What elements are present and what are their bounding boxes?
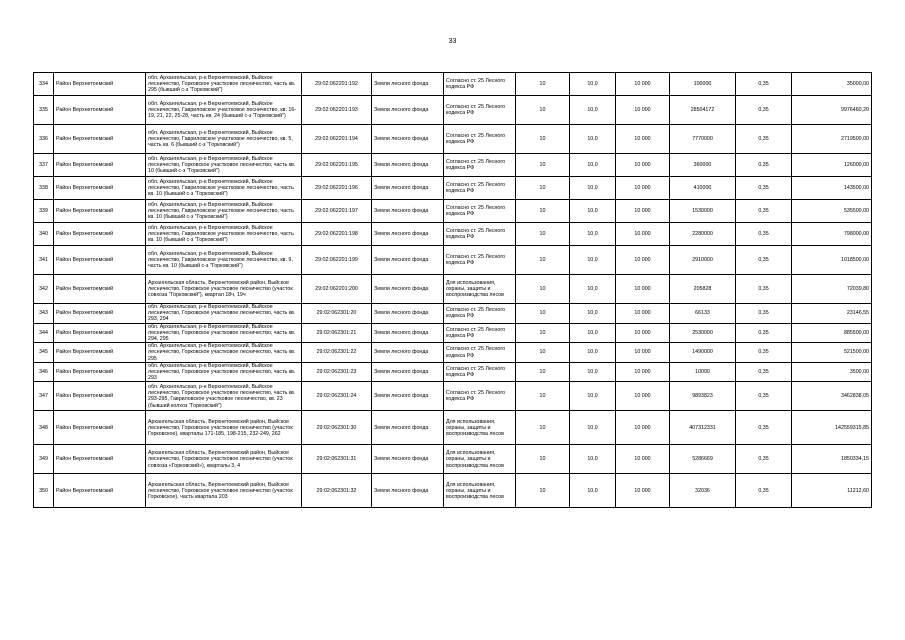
value-cell: 10	[516, 445, 570, 474]
district-cell: Район Верхнетоемский	[54, 343, 146, 363]
value-cell: 10 000	[616, 96, 670, 125]
value-cell: 10 000	[616, 304, 670, 324]
cadastral-number-cell: 29:02:062201:195	[302, 154, 372, 177]
legal-basis-cell: Согласно ст. 25 Лесного кодекса РФ	[444, 154, 516, 177]
table-row	[34, 154, 872, 177]
rate-cell: 0,35	[736, 73, 792, 96]
table-row	[34, 177, 872, 200]
value-cell: 10,0	[570, 223, 616, 246]
value-cell: 10,0	[570, 474, 616, 508]
legal-basis-cell: Согласно ст. 25 Лесного кодекса РФ	[444, 73, 516, 96]
land-category-cell: Земли лесного фонда	[372, 382, 444, 411]
value-cell: 10	[516, 275, 570, 304]
value-cell: 10	[516, 323, 570, 343]
rate-cell: 0,35	[736, 177, 792, 200]
amount-cell: 35000,00	[792, 73, 872, 96]
land-category-cell: Земли лесного фонда	[372, 445, 444, 474]
area-cell: 66133	[670, 304, 736, 324]
table-row	[34, 474, 872, 508]
table-row	[34, 246, 872, 275]
value-cell: 10 000	[616, 474, 670, 508]
legal-basis-cell: Для использования, охраны, защиты и воспроизводства лесов	[444, 474, 516, 508]
cadastral-number-cell: 29:02:062301:30	[302, 411, 372, 445]
amount-cell: 143500,00	[792, 177, 872, 200]
table-row	[34, 125, 872, 154]
amount-cell: 23146,55	[792, 304, 872, 324]
rate-cell: 0,35	[736, 200, 792, 223]
cadastral-number-cell: 29:02:062301:32	[302, 474, 372, 508]
amount-cell: 3462838,05	[792, 382, 872, 411]
value-cell: 10,0	[570, 411, 616, 445]
address-cell: обл. Архангельская, р-н Верхнетоемский, Выйское лесничество, Горковское участковое лесничество, часть кв. 293	[146, 362, 302, 382]
value-cell: 10 000	[616, 275, 670, 304]
table-row	[34, 445, 872, 474]
district-cell: Район Верхнетоемский	[54, 223, 146, 246]
value-cell: 10,0	[570, 96, 616, 125]
area-cell: 410000	[670, 177, 736, 200]
area-cell: 407312331	[670, 411, 736, 445]
row-number-cell: 335	[34, 96, 54, 125]
amount-cell: 72039,80	[792, 275, 872, 304]
row-number-cell: 347	[34, 382, 54, 411]
row-number-cell: 348	[34, 411, 54, 445]
value-cell: 10 000	[616, 343, 670, 363]
cadastral-number-cell: 29:02:062201:193	[302, 96, 372, 125]
table-row	[34, 73, 872, 96]
address-cell: Архангельская область, Верхнетоемский район, Выйское лесничество, Горковское участковое лесничество (участок совхоза "Горковский"), квартал 18ч, 19ч	[146, 275, 302, 304]
row-number-cell: 339	[34, 200, 54, 223]
rate-cell: 0,35	[736, 323, 792, 343]
area-cell: 100000	[670, 73, 736, 96]
district-cell: Район Верхнетоемский	[54, 96, 146, 125]
table-row	[34, 323, 872, 343]
address-cell: обл. Архангельская, р-н Верхнетоемский, Выйское лесничество, Горковское участковое лесничество, часть кв. 294, 295	[146, 323, 302, 343]
value-cell: 10	[516, 125, 570, 154]
legal-basis-cell: Согласно ст. 25 Лесного кодекса РФ	[444, 343, 516, 363]
address-cell: обл. Архангельская, р-н Верхнетоемский, Выйское лесничество, Горковское участковое лесничество, часть кв. 10 (бывший с-з "Горковский")	[146, 154, 302, 177]
row-number-cell: 342	[34, 275, 54, 304]
value-cell: 10 000	[616, 411, 670, 445]
rate-cell: 0,35	[736, 474, 792, 508]
district-cell: Район Верхнетоемский	[54, 323, 146, 343]
value-cell: 10 000	[616, 246, 670, 275]
address-cell: обл. Архангельская, р-н Верхнетоемский, Выйское лесничество, Гавриловское участковое лесничество, кв. 9, часть кв. 10 (бывший с-з "Горковский")	[146, 246, 302, 275]
address-cell: обл. Архангельская, р-н Верхнетоемский, Выйское лесничество, Горковское участковое лесничество, часть кв. 295	[146, 343, 302, 363]
legal-basis-cell: Согласно ст. 25 Лесного кодекса РФ	[444, 96, 516, 125]
row-number-cell: 336	[34, 125, 54, 154]
row-number-cell: 344	[34, 323, 54, 343]
row-number-cell: 345	[34, 343, 54, 363]
rate-cell: 0,35	[736, 445, 792, 474]
district-cell: Район Верхнетоемский	[54, 304, 146, 324]
district-cell: Район Верхнетоемский	[54, 275, 146, 304]
value-cell: 10	[516, 200, 570, 223]
address-cell: обл. Архангельская, р-н Верхнетоемский, Выйское лесничество, Гавриловское участковое лесничество, часть кв. 10 (бывший с-з "Горковский")	[146, 223, 302, 246]
area-cell: 7770000	[670, 125, 736, 154]
table-row	[34, 96, 872, 125]
address-cell: Архангельская область, Верхнетоемский район, Выйское лесничество, Горковское участковое лесничество (участок Горковское), часть квартала 203	[146, 474, 302, 508]
legal-basis-cell: Согласно ст. 25 Лесного кодекса РФ	[444, 382, 516, 411]
cadastral-number-cell: 29:02:062301:20	[302, 304, 372, 324]
value-cell: 10,0	[570, 362, 616, 382]
land-category-cell: Земли лесного фонда	[372, 246, 444, 275]
legal-basis-cell: Согласно ст. 25 Лесного кодекса РФ	[444, 223, 516, 246]
rate-cell: 0,35	[736, 304, 792, 324]
row-number-cell: 350	[34, 474, 54, 508]
area-cell: 32036	[670, 474, 736, 508]
legal-basis-cell: Согласно ст. 25 Лесного кодекса РФ	[444, 323, 516, 343]
table-row	[34, 382, 872, 411]
row-number-cell: 338	[34, 177, 54, 200]
amount-cell: 11212,60	[792, 474, 872, 508]
table-row	[34, 304, 872, 324]
table-row	[34, 362, 872, 382]
address-cell: обл. Архангельская, р-н Верхнетоемский, Выйское лесничество, Гавриловское участковое лесничество, кв. 5, часть кв. 6 (бывший с-з "Горковский")	[146, 125, 302, 154]
address-cell: обл. Архангельская, р-н Верхнетоемский, Выйское лесничество, Горковское участковое лесничество, часть кв. 293, 294	[146, 304, 302, 324]
value-cell: 10	[516, 411, 570, 445]
value-cell: 10 000	[616, 323, 670, 343]
address-cell: обл. Архангельская, р-н Верхнетоемский, Выйское лесничество, Гавриловское участковое лесничество, часть кв. 10 (бывший с-з "Горковский")	[146, 177, 302, 200]
page-number: 33	[448, 38, 457, 45]
district-cell: Район Верхнетоемский	[54, 125, 146, 154]
row-number-cell: 337	[34, 154, 54, 177]
rate-cell: 0,35	[736, 154, 792, 177]
district-cell: Район Верхнетоемский	[54, 177, 146, 200]
land-category-cell: Земли лесного фонда	[372, 96, 444, 125]
district-cell: Район Верхнетоемский	[54, 445, 146, 474]
value-cell: 10,0	[570, 246, 616, 275]
area-cell: 1530000	[670, 200, 736, 223]
area-cell: 2530000	[670, 323, 736, 343]
value-cell: 10,0	[570, 275, 616, 304]
district-cell: Район Верхнетоемский	[54, 154, 146, 177]
table-row	[34, 200, 872, 223]
district-cell: Район Верхнетоемский	[54, 474, 146, 508]
cadastral-number-cell: 29:02:062201:192	[302, 73, 372, 96]
value-cell: 10	[516, 96, 570, 125]
land-category-cell: Земли лесного фонда	[372, 223, 444, 246]
value-cell: 10	[516, 362, 570, 382]
cadastral-number-cell: 29:02:062201:194	[302, 125, 372, 154]
area-cell: 1490000	[670, 343, 736, 363]
rate-cell: 0,35	[736, 125, 792, 154]
value-cell: 10 000	[616, 200, 670, 223]
land-category-cell: Земли лесного фонда	[372, 304, 444, 324]
cadastral-number-cell: 29:02:062301:24	[302, 382, 372, 411]
value-cell: 10,0	[570, 73, 616, 96]
address-cell: обл. Архангельская, р-н Верхнетоемский, Выйское лесничество, Горковское участковое лесничество, часть кв. 293-295, Гавриловское участковое лесничество, кв. 23 (бывший колхоз "Горковский")	[146, 382, 302, 411]
amount-cell: 798000,00	[792, 223, 872, 246]
area-cell: 360000	[670, 154, 736, 177]
address-cell: обл. Архангельская, р-н Верхнетоемский, Выйское лесничество, Гавриловское участковое лесничество, кв. 16-19, 21, 22, 25-28, часть кв. 24 (бывший с-з "Горковский")	[146, 96, 302, 125]
rate-cell: 0,35	[736, 343, 792, 363]
value-cell: 10	[516, 343, 570, 363]
table-row	[34, 343, 872, 363]
land-category-cell: Земли лесного фонда	[372, 411, 444, 445]
land-category-cell: Земли лесного фонда	[372, 177, 444, 200]
cadastral-number-cell: 29:02:062201:199	[302, 246, 372, 275]
area-cell: 2910000	[670, 246, 736, 275]
value-cell: 10,0	[570, 382, 616, 411]
rate-cell: 0,35	[736, 362, 792, 382]
area-cell: 205828	[670, 275, 736, 304]
area-cell: 2280000	[670, 223, 736, 246]
cadastral-number-cell: 29:02:062201:196	[302, 177, 372, 200]
land-category-cell: Земли лесного фонда	[372, 275, 444, 304]
cadastral-number-cell: 29:02:062201:197	[302, 200, 372, 223]
legal-basis-cell: Согласно ст. 25 Лесного кодекса РФ	[444, 125, 516, 154]
value-cell: 10	[516, 73, 570, 96]
address-cell: обл. Архангельская, р-н Верхнетоемский, Выйское лесничество, Гавриловское участковое лесничество, часть кв. 10 (бывший с-з "Горковский")	[146, 200, 302, 223]
district-cell: Район Верхнетоемский	[54, 411, 146, 445]
value-cell: 10	[516, 223, 570, 246]
address-cell: обл. Архангельская, р-н Верхнетоемский, Выйское лесничество, Горковское участковое лесничество, часть кв. 295 (бывший с-з "Горковский")	[146, 73, 302, 96]
amount-cell: 535500,00	[792, 200, 872, 223]
value-cell: 10 000	[616, 125, 670, 154]
land-category-cell: Земли лесного фонда	[372, 73, 444, 96]
value-cell: 10,0	[570, 200, 616, 223]
amount-cell: 126000,00	[792, 154, 872, 177]
district-cell: Район Верхнетоемский	[54, 73, 146, 96]
row-number-cell: 346	[34, 362, 54, 382]
table-row	[34, 411, 872, 445]
legal-basis-cell: Согласно ст. 25 Лесного кодекса РФ	[444, 177, 516, 200]
value-cell: 10 000	[616, 362, 670, 382]
legal-basis-cell: Для использования, охраны, защиты и воспроизводства лесов	[444, 275, 516, 304]
value-cell: 10 000	[616, 445, 670, 474]
rate-cell: 0,35	[736, 382, 792, 411]
legal-basis-cell: Согласно ст. 25 Лесного кодекса РФ	[444, 362, 516, 382]
value-cell: 10 000	[616, 154, 670, 177]
row-number-cell: 343	[34, 304, 54, 324]
legal-basis-cell: Для использования, охраны, защиты и воспроизводства лесов	[444, 411, 516, 445]
land-category-cell: Земли лесного фонда	[372, 154, 444, 177]
table-row	[34, 223, 872, 246]
value-cell: 10 000	[616, 177, 670, 200]
value-cell: 10	[516, 304, 570, 324]
value-cell: 10,0	[570, 323, 616, 343]
value-cell: 10,0	[570, 445, 616, 474]
value-cell: 10	[516, 474, 570, 508]
row-number-cell: 349	[34, 445, 54, 474]
district-cell: Район Верхнетоемский	[54, 362, 146, 382]
amount-cell: 521500,00	[792, 343, 872, 363]
area-cell: 5286669	[670, 445, 736, 474]
district-cell: Район Верхнетоемский	[54, 246, 146, 275]
land-category-cell: Земли лесного фонда	[372, 125, 444, 154]
legal-basis-cell: Согласно ст. 25 Лесного кодекса РФ	[444, 200, 516, 223]
value-cell: 10,0	[570, 177, 616, 200]
rate-cell: 0,35	[736, 246, 792, 275]
amount-cell: 142559315,85	[792, 411, 872, 445]
row-number-cell: 334	[34, 73, 54, 96]
district-cell: Район Верхнетоемский	[54, 382, 146, 411]
amount-cell: 885500,00	[792, 323, 872, 343]
amount-cell: 3500,00	[792, 362, 872, 382]
area-cell: 28504172	[670, 96, 736, 125]
value-cell: 10,0	[570, 154, 616, 177]
land-register-table	[33, 72, 872, 508]
area-cell: 10000	[670, 362, 736, 382]
rate-cell: 0,35	[736, 411, 792, 445]
table-row	[34, 275, 872, 304]
rate-cell: 0,35	[736, 96, 792, 125]
area-cell: 9893823	[670, 382, 736, 411]
address-cell: Архангельская область, Верхнетоемский район, Выйское лесничество, Горковское участковое лесничество (участок совхоза «Горковский»), кварталы 3, 4	[146, 445, 302, 474]
amount-cell: 9976460,20	[792, 96, 872, 125]
value-cell: 10,0	[570, 304, 616, 324]
value-cell: 10	[516, 177, 570, 200]
row-number-cell: 341	[34, 246, 54, 275]
value-cell: 10 000	[616, 382, 670, 411]
land-category-cell: Земли лесного фонда	[372, 474, 444, 508]
legal-basis-cell: Согласно ст. 25 Лесного кодекса РФ	[444, 304, 516, 324]
value-cell: 10	[516, 246, 570, 275]
district-cell: Район Верхнетоемский	[54, 200, 146, 223]
land-category-cell: Земли лесного фонда	[372, 343, 444, 363]
value-cell: 10,0	[570, 343, 616, 363]
cadastral-number-cell: 29:02:062301:22	[302, 343, 372, 363]
value-cell: 10,0	[570, 125, 616, 154]
row-number-cell: 340	[34, 223, 54, 246]
legal-basis-cell: Для использования, охраны, защиты и воспроизводства лесов	[444, 445, 516, 474]
amount-cell: 1018500,00	[792, 246, 872, 275]
table-body	[34, 73, 872, 508]
cadastral-number-cell: 29:02:062201:200	[302, 275, 372, 304]
value-cell: 10	[516, 154, 570, 177]
cadastral-number-cell: 29:02:062301:23	[302, 362, 372, 382]
cadastral-number-cell: 29:02:062201:198	[302, 223, 372, 246]
legal-basis-cell: Согласно ст. 25 Лесного кодекса РФ	[444, 246, 516, 275]
land-category-cell: Земли лесного фонда	[372, 362, 444, 382]
land-category-cell: Земли лесного фонда	[372, 200, 444, 223]
rate-cell: 0,35	[736, 275, 792, 304]
value-cell: 10	[516, 382, 570, 411]
amount-cell: 1850334,15	[792, 445, 872, 474]
address-cell: Архангельская область, Верхнетоемский район, Выйское лесничество, Горковское участковое лесничество (участок Горковское), кварталы 171-185, 198-215, 232-249, 262	[146, 411, 302, 445]
cadastral-number-cell: 29:02:062301:31	[302, 445, 372, 474]
value-cell: 10 000	[616, 223, 670, 246]
cadastral-number-cell: 29:02:062301:21	[302, 323, 372, 343]
rate-cell: 0,35	[736, 223, 792, 246]
amount-cell: 2719500,00	[792, 125, 872, 154]
value-cell: 10 000	[616, 73, 670, 96]
land-category-cell: Земли лесного фонда	[372, 323, 444, 343]
